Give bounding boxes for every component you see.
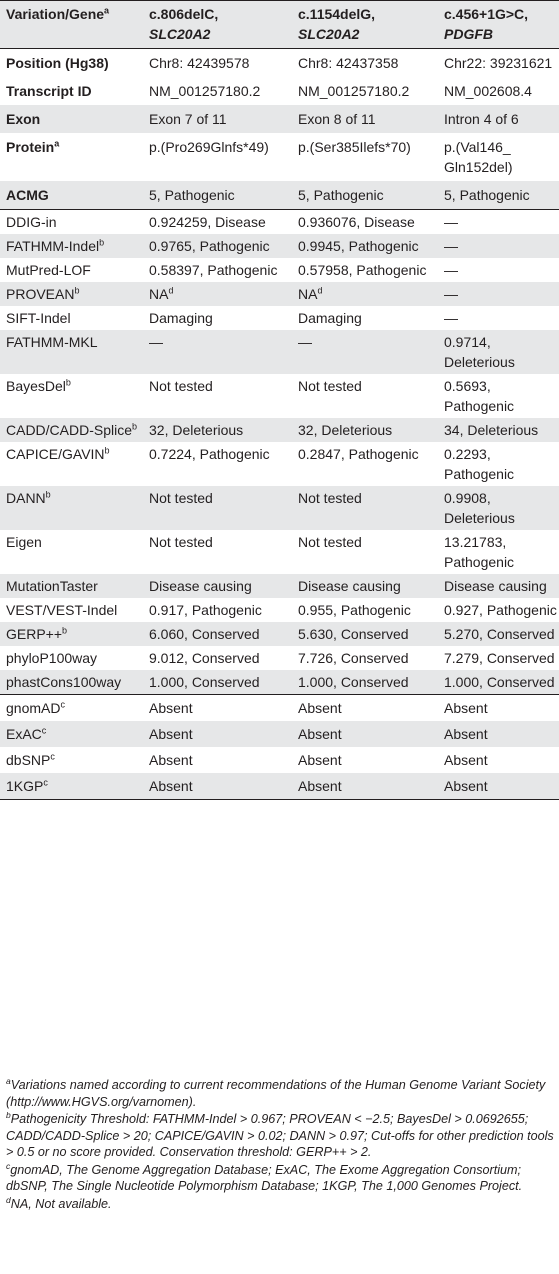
row-label: dbSNP$^c$ bbox=[6, 751, 55, 768]
table-cell: 0.58397, Pathogenic bbox=[149, 262, 278, 278]
table-cell: Not tested bbox=[149, 534, 213, 550]
table-cell: Not tested bbox=[149, 378, 213, 394]
table-cell: Not tested bbox=[298, 534, 362, 550]
table-cell: — bbox=[149, 334, 163, 350]
table-cell: 32, Deleterious bbox=[298, 422, 393, 438]
table-cell: Damaging bbox=[298, 310, 362, 326]
table-cell: NM_002608.4 bbox=[444, 83, 532, 99]
row-label: phastCons100way bbox=[6, 674, 122, 690]
table-row bbox=[0, 418, 559, 442]
table-cell: 0.9908, Deleterious bbox=[444, 490, 515, 526]
table-cell: Absent bbox=[298, 752, 342, 768]
info-section bbox=[0, 49, 559, 210]
table-row bbox=[0, 598, 559, 622]
table-cell: 0.7224, Pathogenic bbox=[149, 446, 270, 462]
table-cell: Absent bbox=[292, 773, 438, 800]
table-cell: 0.5693, Pathogenic bbox=[444, 378, 515, 414]
table-cell: 0.57958, Pathogenic bbox=[298, 262, 427, 278]
table-cell: NM_001257180.2 bbox=[149, 83, 261, 99]
table-cell: Absent bbox=[149, 752, 193, 768]
row-label: DANN$^b$ bbox=[6, 489, 51, 506]
table-row bbox=[0, 530, 559, 574]
table-row bbox=[0, 133, 559, 181]
table-cell: Disease causing bbox=[149, 578, 252, 594]
table-cell: p.(Val146_ Gln152del) bbox=[444, 139, 513, 175]
table-cell: 6.060, Conserved bbox=[149, 626, 260, 642]
table-row bbox=[0, 442, 559, 486]
table-cell: 1.000, Conserved bbox=[298, 674, 409, 690]
table-row bbox=[0, 622, 559, 646]
table-row bbox=[0, 105, 559, 133]
table-header-row bbox=[0, 1, 559, 49]
table-cell: Absent bbox=[292, 695, 438, 722]
table-row bbox=[0, 306, 559, 330]
table-cell: 0.955, Pathogenic bbox=[298, 602, 411, 618]
header-variant-2: c.1154delG, SLC20A2 bbox=[292, 1, 438, 49]
footnote: $^a$Variations named according to current recommendations of the Human Genome Variant Society (http://www.HGVS.org/varnomen). bbox=[6, 1075, 546, 1109]
footnote: $^b$Pathogenicity Threshold: FATHMM-Indel > 0.967; PROVEAN < −2.5; BayesDel > 0.0692655; CADD/CADD-Splice > 20; CAPICE/GAVIN > 0.02; DANN > 0.97; Cut-offs for other prediction tools > 0.5 or no score provided. Conservation threshold: GERP++ > 2. bbox=[6, 1109, 554, 1159]
row-label: CAPICE/GAVIN$^b$ bbox=[6, 445, 110, 462]
table-row bbox=[0, 721, 559, 747]
table-cell: Not tested bbox=[298, 490, 362, 506]
table-cell: 0.9714, Deleterious bbox=[444, 334, 515, 370]
table-cell: NM_001257180.2 bbox=[298, 83, 410, 99]
table-cell: — bbox=[438, 210, 559, 235]
table-cell: — bbox=[444, 286, 458, 302]
row-label: MutPred-LOF bbox=[6, 262, 91, 278]
table-cell: 0.9945, Pathogenic bbox=[298, 238, 419, 254]
prediction-tools-section bbox=[0, 210, 559, 695]
table-cell: — bbox=[444, 310, 458, 326]
table-cell: 5, Pathogenic bbox=[444, 187, 530, 203]
table-cell: Absent bbox=[298, 726, 342, 742]
table-cell: 7.279, Conserved bbox=[444, 650, 555, 666]
table-cell: Absent bbox=[143, 773, 292, 800]
row-label: FATHMM-MKL bbox=[6, 334, 98, 350]
table-row bbox=[0, 773, 559, 800]
header-variation-gene: Variation/Gene$^a$ bbox=[0, 1, 143, 49]
footnote: $^d$NA, Not available. bbox=[6, 1194, 112, 1211]
row-label: FATHMM-Indel$^b$ bbox=[6, 237, 105, 254]
table-cell: Damaging bbox=[149, 310, 213, 326]
table-row bbox=[0, 181, 559, 210]
table-row bbox=[0, 282, 559, 306]
table-cell: Chr22: 39231621 bbox=[438, 49, 559, 78]
row-label: 1KGP$^c$ bbox=[0, 773, 143, 800]
row-label: SIFT-Indel bbox=[6, 310, 71, 326]
table-row bbox=[0, 646, 559, 670]
table-cell: Intron 4 of 6 bbox=[444, 111, 519, 127]
table-row bbox=[0, 49, 559, 78]
table-cell: — bbox=[444, 238, 458, 254]
footnote: $^c$gnomAD, The Genome Aggregation Database; ExAC, The Exome Aggregation Consortium; dbSNP, The Single Nucleotide Polymorphism Database; 1KGP, The 1,000 Genomes Project. bbox=[6, 1160, 523, 1193]
database-section bbox=[0, 695, 559, 800]
table-cell: Not tested bbox=[149, 490, 213, 506]
table-cell: 1.000, Conserved bbox=[149, 674, 260, 690]
table-cell: Chr8: 42437358 bbox=[292, 49, 438, 78]
table-cell: Disease causing bbox=[444, 578, 547, 594]
row-label: Protein$^a$ bbox=[6, 138, 60, 155]
table-cell: — bbox=[298, 334, 312, 350]
table-row bbox=[0, 210, 559, 235]
table-cell: Absent bbox=[438, 773, 559, 800]
row-label: Position (Hg38) bbox=[0, 49, 143, 78]
row-label: DDIG-in bbox=[0, 210, 143, 235]
row-label: phyloP100way bbox=[6, 650, 98, 666]
row-label: GERP++$^b$ bbox=[6, 625, 68, 642]
table-cell: 0.936076, Disease bbox=[292, 210, 438, 235]
table-cell: Absent bbox=[444, 726, 488, 742]
row-label: BayesDel$^b$ bbox=[6, 377, 71, 394]
table-cell: 0.2847, Pathogenic bbox=[298, 446, 419, 462]
table-cell: Chr8: 42439578 bbox=[143, 49, 292, 78]
table-cell: 9.012, Conserved bbox=[149, 650, 260, 666]
table-cell: 5.630, Conserved bbox=[298, 626, 409, 642]
table-row bbox=[0, 670, 559, 695]
row-label: Eigen bbox=[6, 534, 42, 550]
table-row bbox=[0, 374, 559, 418]
table-footnotes bbox=[6, 1077, 554, 1213]
table-cell: Absent bbox=[149, 726, 193, 742]
table-cell: 0.924259, Disease bbox=[143, 210, 292, 235]
header-variant-3: c.456+1G>C, PDGFB bbox=[438, 1, 559, 49]
row-label: Exon bbox=[6, 111, 41, 127]
row-label: Transcript ID bbox=[6, 83, 92, 99]
table-cell: p.(Ser385Ilefs*70) bbox=[298, 139, 411, 155]
table-row bbox=[0, 486, 559, 530]
table-cell: 0.2293, Pathogenic bbox=[444, 446, 515, 482]
table-cell: 13.21783, Pathogenic bbox=[444, 534, 515, 570]
table-cell: Absent bbox=[143, 695, 292, 722]
table-row bbox=[0, 695, 559, 722]
table-row bbox=[0, 77, 559, 105]
table-cell: — bbox=[444, 262, 458, 278]
table-cell: 5.270, Conserved bbox=[444, 626, 555, 642]
table-cell: Absent bbox=[444, 752, 488, 768]
table-cell: $NA^d$ bbox=[149, 285, 174, 302]
header-variant-1: c.806delC, SLC20A2 bbox=[143, 1, 292, 49]
row-label: MutationTaster bbox=[6, 578, 98, 594]
table-cell: Not tested bbox=[298, 378, 362, 394]
table-cell: 7.726, Conserved bbox=[298, 650, 409, 666]
table-row bbox=[0, 747, 559, 773]
table-cell: 34, Deleterious bbox=[444, 422, 539, 438]
table-row bbox=[0, 258, 559, 282]
table-row bbox=[0, 574, 559, 598]
table-cell: Exon 7 of 11 bbox=[149, 111, 227, 127]
table-cell: $NA^d$ bbox=[298, 285, 323, 302]
table-row bbox=[0, 330, 559, 374]
row-label: CADD/CADD-Splice$^b$ bbox=[6, 421, 138, 438]
table-cell: Disease causing bbox=[298, 578, 401, 594]
table-cell: 32, Deleterious bbox=[149, 422, 244, 438]
table-cell: 0.9765, Pathogenic bbox=[149, 238, 270, 254]
table-cell: Exon 8 of 11 bbox=[298, 111, 376, 127]
table-cell: 1.000, Conserved bbox=[444, 674, 555, 690]
row-label: ExAC$^c$ bbox=[6, 725, 47, 742]
row-label: gnomAD$^c$ bbox=[0, 695, 143, 722]
row-label: VEST/VEST-Indel bbox=[6, 602, 118, 618]
row-label: PROVEAN$^b$ bbox=[6, 285, 80, 302]
table-cell: Absent bbox=[438, 695, 559, 722]
table-row bbox=[0, 234, 559, 258]
row-label: ACMG bbox=[6, 187, 49, 203]
table-cell: p.(Pro269Glnfs*49) bbox=[149, 139, 269, 155]
table-cell: 5, Pathogenic bbox=[298, 187, 384, 203]
table-cell: 0.917, Pathogenic bbox=[149, 602, 262, 618]
table-cell: 5, Pathogenic bbox=[149, 187, 235, 203]
table-cell: 0.927, Pathogenic bbox=[444, 602, 557, 618]
